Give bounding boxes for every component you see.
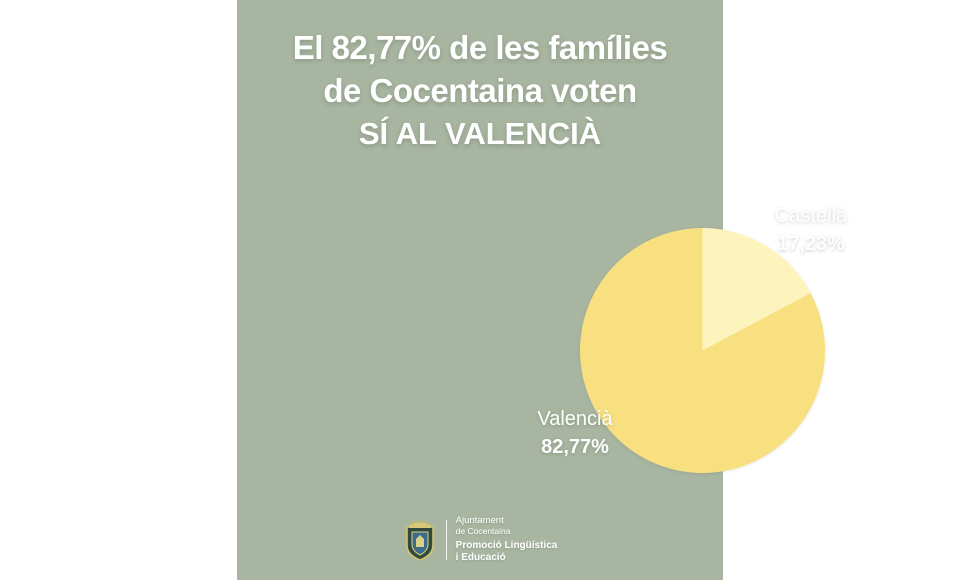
pie-label-castella-name: Castellà xyxy=(774,205,848,227)
page-title xyxy=(237,26,723,155)
footer-line-4: i Educació xyxy=(455,552,506,563)
headline-line-3: SÍ AL VALENCIÀ xyxy=(358,116,602,151)
footer-divider xyxy=(446,520,447,560)
pie-label-valencia xyxy=(495,406,655,460)
footer-text xyxy=(456,515,558,564)
footer-line-3: Promoció Lingüística xyxy=(455,540,558,551)
footer-line-1: Ajuntament xyxy=(455,515,504,526)
poster-canvas xyxy=(237,0,848,580)
pie-label-castella xyxy=(726,203,896,257)
pie-label-valencia-name: Valencià xyxy=(537,408,613,430)
pie-label-castella-value: 17,23% xyxy=(777,233,845,255)
coat-of-arms-icon xyxy=(403,519,437,561)
footer-line-2: de Cocentaina xyxy=(455,526,511,536)
headline-line-2: de Cocentaina voten xyxy=(323,72,637,109)
footer-logo-block xyxy=(237,515,723,564)
headline-line-1: El 82,77% de les famílies xyxy=(292,29,668,66)
pie-label-valencia-value: 82,77% xyxy=(541,436,609,458)
